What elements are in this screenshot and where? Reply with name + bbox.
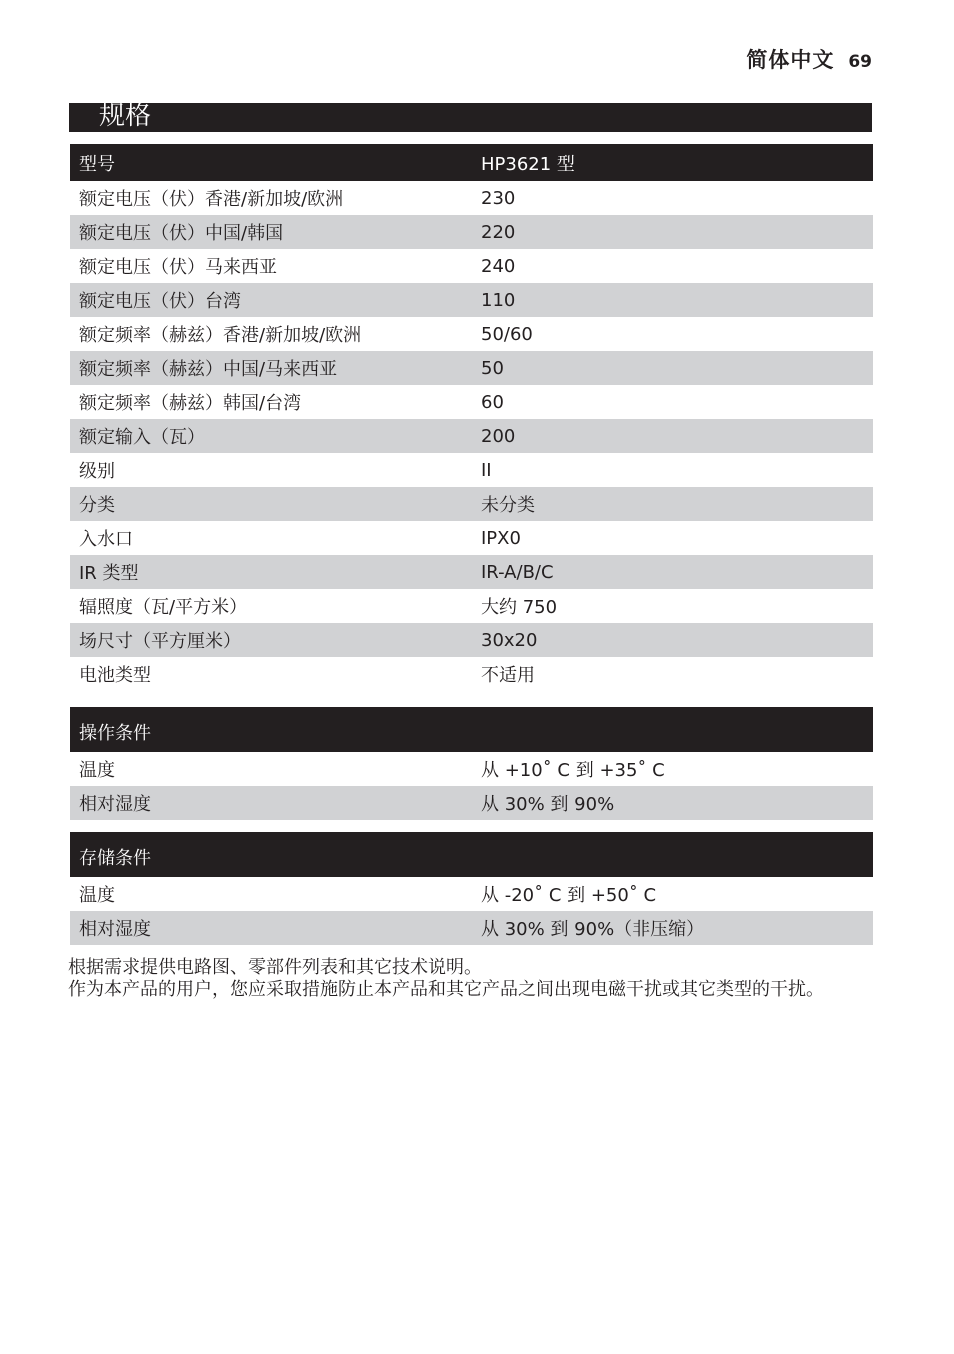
spec-table-header [70,144,873,181]
row-value: 60 [472,385,873,419]
language-label: 简体中文 [746,48,835,72]
row-value: 不适用 [472,657,873,691]
row-value: II [472,453,873,487]
row-value: 220 [472,215,873,249]
row-value: 从 -20˚ C 到 +50˚ C [472,877,873,911]
operating-conditions-title: 操作条件 [70,707,873,752]
row-label: 场尺寸（平方厘米） [70,623,472,657]
table-row [70,521,873,555]
row-value: 240 [472,249,873,283]
row-label: 额定电压（伏）香港/新加坡/欧洲 [70,181,472,215]
table-row [70,317,873,351]
note-paragraph: 作为本产品的用户，您应采取措施防止本产品和其它产品之间出现电磁干扰或其它类型的干扰。 [68,979,824,1000]
note-paragraph: 根据需求提供电路图、零部件列表和其它技术说明。 [68,957,482,978]
row-value: 大约 750 [472,589,873,623]
table-row [70,181,873,215]
row-label: 额定电压（伏）中国/韩国 [70,215,472,249]
row-label: IR 类型 [70,555,472,589]
row-value: 230 [472,181,873,215]
table-row [70,351,873,385]
row-value: 从 +10˚ C 到 +35˚ C [472,752,873,786]
row-value: 30x20 [472,623,873,657]
row-value: 从 30% 到 90% [472,786,873,820]
row-value: 50 [472,351,873,385]
row-label: 相对湿度 [70,911,472,945]
storage-conditions-table [70,832,873,945]
row-label: 额定输入（瓦） [70,419,472,453]
table-row [70,249,873,283]
row-label: 分类 [70,487,472,521]
table-row [70,877,873,911]
table-row [70,487,873,521]
table-row [70,786,873,820]
table-row [70,623,873,657]
table-row [70,589,873,623]
table-row [70,453,873,487]
table-row [70,283,873,317]
row-label: 相对湿度 [70,786,472,820]
table-row [70,555,873,589]
storage-conditions-header [70,832,873,877]
table-row [70,419,873,453]
table-row [70,752,873,786]
header-cell-model-value: HP3621 型 [472,144,873,181]
row-label: 级别 [70,453,472,487]
operating-conditions-table [70,707,873,820]
row-value: 200 [472,419,873,453]
row-label: 额定频率（赫兹）韩国/台湾 [70,385,472,419]
row-label: 额定电压（伏）台湾 [70,283,472,317]
page-number: 69 [848,52,872,72]
row-value: 未分类 [472,487,873,521]
row-label: 温度 [70,752,472,786]
row-label: 额定频率（赫兹）中国/马来西亚 [70,351,472,385]
row-label: 额定电压（伏）马来西亚 [70,249,472,283]
row-label: 入水口 [70,521,472,555]
row-value: 110 [472,283,873,317]
storage-conditions-title: 存储条件 [70,832,873,877]
section-title: 规格 [69,103,872,132]
row-label: 温度 [70,877,472,911]
notes [68,957,876,1001]
page-header [746,44,872,74]
row-label: 电池类型 [70,657,472,691]
operating-conditions-header [70,707,873,752]
row-value: 50/60 [472,317,873,351]
table-row [70,385,873,419]
row-label: 辐照度（瓦/平方米） [70,589,472,623]
table-row [70,911,873,945]
spec-table [70,144,873,691]
table-row [70,215,873,249]
row-value: IR-A/B/C [472,555,873,589]
row-value: IPX0 [472,521,873,555]
header-cell-model-label: 型号 [70,144,472,181]
row-value: 从 30% 到 90%（非压缩） [472,911,873,945]
row-label: 额定频率（赫兹）香港/新加坡/欧洲 [70,317,472,351]
table-row [70,657,873,691]
